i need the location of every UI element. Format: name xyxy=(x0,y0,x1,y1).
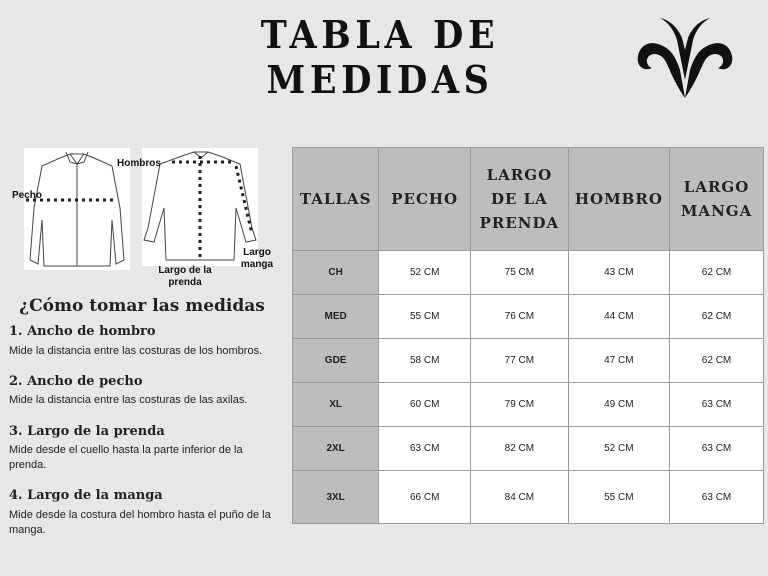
table-cell: 52 CM xyxy=(568,427,669,471)
table-cell: 49 CM xyxy=(568,383,669,427)
step-description: Mide la distancia entre las costuras de los hombros. xyxy=(9,345,263,357)
label-largo-manga: Largo manga xyxy=(240,247,274,270)
column-header: HOMBRO xyxy=(568,148,669,251)
table-cell: 47 CM xyxy=(568,339,669,383)
table-cell: 63 CM xyxy=(670,383,764,427)
table-cell: 63 CM xyxy=(379,427,471,471)
table-row xyxy=(293,383,764,427)
table-cell: 55 CM xyxy=(568,471,669,524)
table-cell: 55 CM xyxy=(379,295,471,339)
table-cell: 66 CM xyxy=(379,471,471,524)
table-row xyxy=(293,251,764,295)
step-title: 1. Ancho de hombro xyxy=(9,324,156,339)
table-cell: 62 CM xyxy=(670,339,764,383)
table-cell: 62 CM xyxy=(670,251,764,295)
size-table xyxy=(292,147,764,524)
size-cell: GDE xyxy=(293,339,379,383)
table-cell: 52 CM xyxy=(379,251,471,295)
table-cell: 77 CM xyxy=(471,339,569,383)
table-row xyxy=(293,471,764,524)
size-cell: CH xyxy=(293,251,379,295)
table-cell: 62 CM xyxy=(670,295,764,339)
table-cell: 44 CM xyxy=(568,295,669,339)
guide-title: ¿Cómo tomar las medidas xyxy=(19,296,265,316)
table-cell: 84 CM xyxy=(471,471,569,524)
size-cell: MED xyxy=(293,295,379,339)
label-largo-prenda: Largo de la prenda xyxy=(158,265,212,288)
page-title: TABLA DE MEDIDAS xyxy=(260,12,500,102)
step-description: Mide desde el cuello hasta la parte inferior de la prenda. xyxy=(9,444,243,471)
shirt-front-illustration xyxy=(24,148,130,270)
table-cell: 82 CM xyxy=(471,427,569,471)
table-cell: 63 CM xyxy=(670,471,764,524)
step-title: 2. Ancho de pecho xyxy=(9,374,143,389)
table-header-row xyxy=(293,148,764,251)
table-cell: 58 CM xyxy=(379,339,471,383)
size-cell: 2XL xyxy=(293,427,379,471)
step-description: Mide la distancia entre las costuras de las axilas. xyxy=(9,394,248,406)
column-header: TALLAS xyxy=(293,148,379,251)
table-cell: 60 CM xyxy=(379,383,471,427)
label-pecho: Pecho xyxy=(12,190,43,201)
step-description: Mide desde la costura del hombro hasta el puño de la manga. xyxy=(9,509,271,536)
table-cell: 75 CM xyxy=(471,251,569,295)
table-row xyxy=(293,295,764,339)
step-title: 3. Largo de la prenda xyxy=(9,424,165,439)
table-cell: 43 CM xyxy=(568,251,669,295)
size-cell: XL xyxy=(293,383,379,427)
table-cell: 79 CM xyxy=(471,383,569,427)
column-header: PECHO xyxy=(379,148,471,251)
size-cell: 3XL xyxy=(293,471,379,524)
column-header: LARGO DE LA PRENDA xyxy=(471,148,569,251)
table-cell: 76 CM xyxy=(471,295,569,339)
table-cell: 63 CM xyxy=(670,427,764,471)
table-row xyxy=(293,427,764,471)
column-header: LARGO MANGA xyxy=(670,148,764,251)
step-title: 4. Largo de la manga xyxy=(9,488,163,503)
table-row xyxy=(293,339,764,383)
ram-horns-logo-icon xyxy=(630,10,740,102)
label-hombros: Hombros xyxy=(117,158,161,169)
